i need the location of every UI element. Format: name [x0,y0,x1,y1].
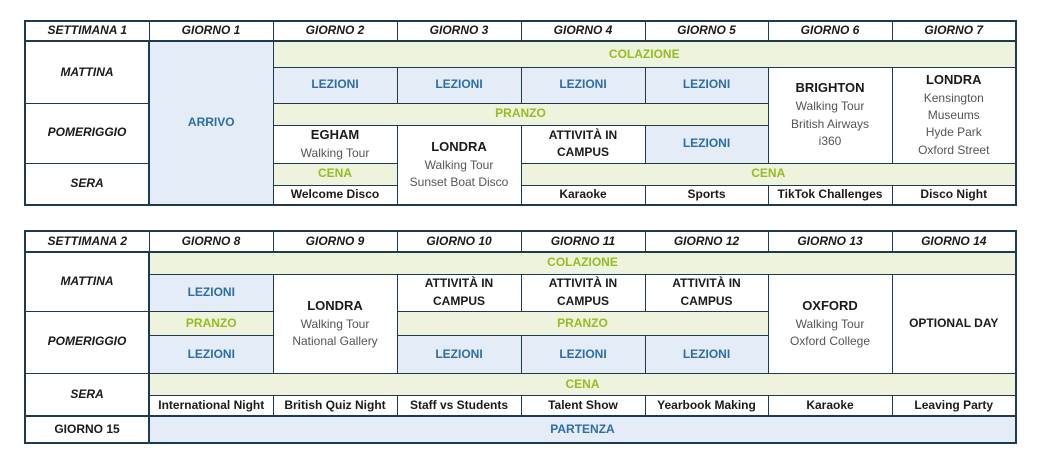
evening-activity: Karaoke [521,185,645,205]
evening-activity: Karaoke [768,396,892,417]
trip-line: Walking Tour [795,99,865,114]
campus-activity-cell: ATTIVITÀ IN CAMPUS [521,274,645,311]
evening-activity: Talent Show [521,396,645,417]
trip-line: Hyde Park [925,125,982,140]
day-header: GIORNO 13 [768,231,892,252]
evening-activity: Disco Night [892,185,1016,205]
lessons-cell: LEZIONI [521,336,645,373]
week-2-schedule [24,230,1017,444]
evening-activity: Yearbook Making [645,396,768,417]
lunch-cell: PRANZO [273,103,768,125]
lessons-cell: LEZIONI [397,67,521,103]
trip-line: Sunset Boat Disco [409,175,509,190]
evening-activity: International Night [149,396,273,417]
day-header: GIORNO 6 [768,21,892,41]
trip-line: Museums [927,108,980,123]
week-label: SETTIMANA 1 [25,21,149,41]
trip-line: Walking Tour [300,145,370,160]
campus-activity-cell: ATTIVITÀ IN CAMPUS [521,125,645,163]
lunch-cell: PRANZO [397,311,768,336]
breakfast-cell: COLAZIONE [273,41,1016,67]
week-1-schedule [24,20,1017,206]
lessons-cell: LEZIONI [149,274,273,311]
trip-brighton [768,67,892,163]
trip-line: Oxford Street [918,142,990,157]
campus-activity-cell: ATTIVITÀ IN CAMPUS [397,274,521,311]
trip-line: Oxford College [789,334,871,349]
day-header: GIORNO 5 [645,21,768,41]
evening-activity: British Quiz Night [273,396,397,417]
day-header: GIORNO 4 [521,21,645,41]
row-label-morning: MATTINA [25,252,149,312]
row-label-afternoon: POMERIGGIO [25,311,149,373]
lessons-cell: LEZIONI [397,336,521,373]
day-header: GIORNO 7 [892,21,1016,41]
row-label-afternoon: POMERIGGIO [25,103,149,163]
dinner-cell: CENA [149,373,1016,396]
trip-line: Walking Tour [300,316,370,331]
trip-title: LONDRA [307,297,363,313]
campus-activity-cell: ATTIVITÀ IN CAMPUS [645,274,768,311]
trip-title: OXFORD [802,297,858,313]
trip-title: LONDRA [925,71,982,87]
arrival-cell: ARRIVO [149,41,273,205]
day-header: GIORNO 12 [645,231,768,252]
dinner-cell: CENA [273,163,397,185]
day-header: GIORNO 2 [273,21,397,41]
evening-activity: TikTok Challenges [768,185,892,205]
lessons-cell: LEZIONI [645,336,768,373]
week-label: SETTIMANA 2 [25,231,149,252]
lessons-cell: LEZIONI [645,67,768,103]
day-header: GIORNO 11 [521,231,645,252]
trip-oxford [768,274,892,373]
trip-london-kensington [892,67,1016,163]
trip-line: Walking Tour [795,316,865,331]
lessons-cell: LEZIONI [645,125,768,163]
row-label-evening: SERA [25,373,149,416]
trip-title: LONDRA [431,138,487,154]
evening-activity: Sports [645,185,768,205]
lessons-cell: LEZIONI [521,67,645,103]
evening-activity: Staff vs Students [397,396,521,417]
day-header: GIORNO 9 [273,231,397,252]
trip-egham [273,125,397,163]
trip-line: Walking Tour [424,157,494,172]
row-label-evening: SERA [25,163,149,205]
lunch-cell: PRANZO [149,311,273,336]
trip-title: EGHAM [310,126,360,142]
evening-activity: Leaving Party [892,396,1016,417]
departure-cell: PARTENZA [149,416,1016,443]
trip-line: Kensington [923,90,984,105]
row-label-morning: MATTINA [25,41,149,103]
trip-london-boat [397,125,521,205]
evening-activity: Welcome Disco [273,185,397,205]
trip-london-gallery [273,274,397,373]
trip-line: National Gallery [292,334,378,349]
trip-line: British Airways [790,116,870,131]
day-header: GIORNO 3 [397,21,521,41]
row-label-last-day: GIORNO 15 [25,416,149,443]
day-header: GIORNO 10 [397,231,521,252]
trip-title: BRIGHTON [795,80,865,96]
lessons-cell: LEZIONI [149,336,273,373]
breakfast-cell: COLAZIONE [149,252,1016,275]
day-header: GIORNO 1 [149,21,273,41]
lessons-cell: LEZIONI [273,67,397,103]
day-header: GIORNO 14 [892,231,1016,252]
trip-line: i360 [818,134,842,149]
day-header: GIORNO 8 [149,231,273,252]
optional-day-cell: OPTIONAL DAY [892,274,1016,373]
dinner-cell: CENA [521,163,1016,185]
